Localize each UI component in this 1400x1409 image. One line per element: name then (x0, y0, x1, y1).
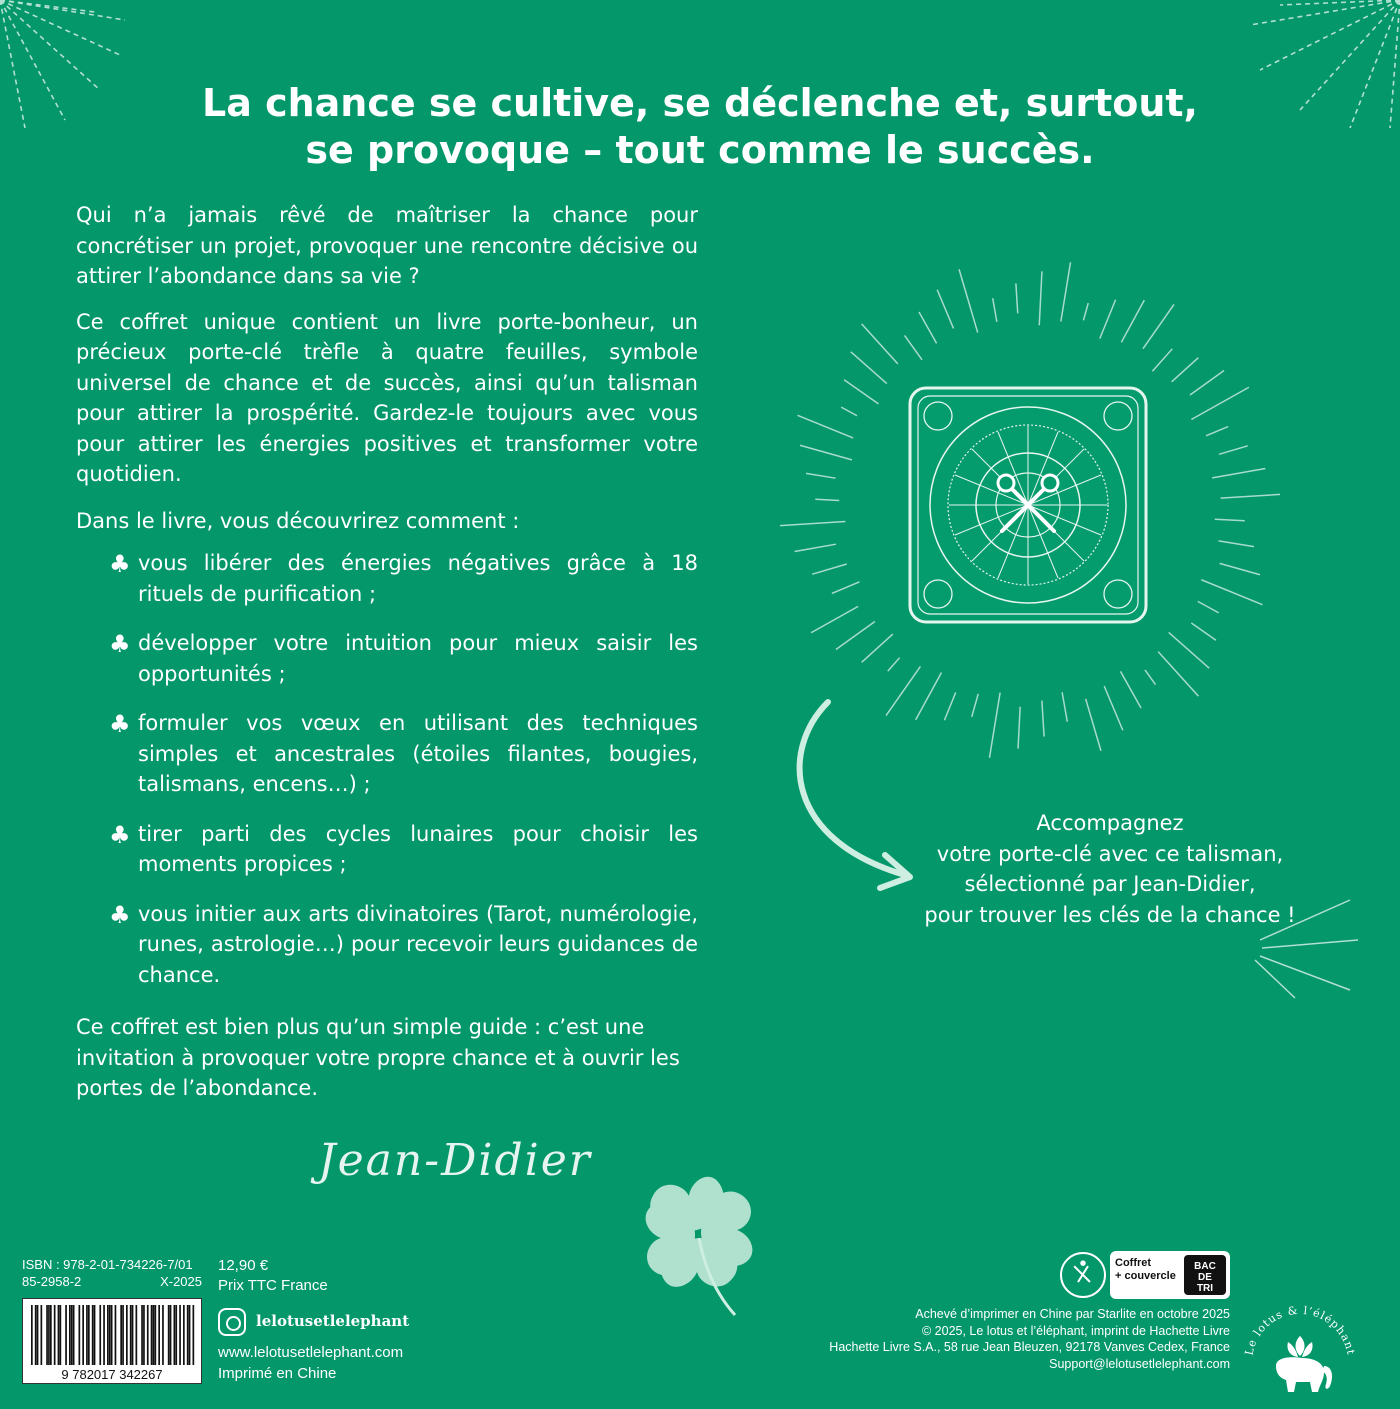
barcode-bar (103, 1305, 105, 1365)
barcode-bar (82, 1305, 84, 1365)
barcode-bar (35, 1305, 37, 1365)
ray-line (811, 606, 858, 632)
list-item (76, 548, 698, 609)
ray-line (851, 352, 887, 384)
intro-paragraph: Qui n’a jamais rêvé de maîtriser la chance pour concrétiser un projet, provoquer une rencontre décisive ou attirer l’abondance dans sa vie ? (76, 203, 698, 288)
barcode-bar (120, 1305, 122, 1365)
barcode-bar (79, 1305, 81, 1365)
ray-line (1191, 623, 1216, 640)
ray-line (1169, 632, 1209, 668)
ray-line (1172, 358, 1199, 382)
clover-icon: ♣ (109, 900, 131, 929)
ray-line (1220, 563, 1260, 574)
clover-icon: ♣ (109, 550, 131, 578)
tri-bin-label: DE (1198, 1272, 1212, 1283)
barcode-bar (170, 1305, 172, 1365)
website-block (218, 1342, 403, 1384)
list-item-text: formuler vos vœux en utilisant des techniques simples et ancestrales (étoiles filantes, bougies, talismans, encens…) ; (138, 711, 698, 796)
barcode-bar (86, 1305, 88, 1365)
tri-label-line: Coffret (1115, 1257, 1152, 1269)
price-note: Prix TTC France (218, 1277, 328, 1294)
ray-line (841, 407, 857, 416)
barcode-bar (54, 1305, 56, 1365)
triman-icon (1110, 1251, 1230, 1299)
benefits-list (76, 548, 698, 990)
ray-line (836, 621, 875, 649)
barcode-bar (46, 1305, 48, 1365)
ray-line (1039, 271, 1042, 325)
ray-line (1120, 671, 1141, 708)
list-item (76, 819, 698, 880)
ray-line (1145, 670, 1156, 685)
clover-icon: ♣ (109, 630, 131, 658)
ray-line (1121, 300, 1144, 342)
barcode-bar (158, 1305, 160, 1365)
barcode (22, 1298, 202, 1384)
imprint-block (760, 1306, 1230, 1372)
barcode-number: 9 782017 342267 (61, 1367, 163, 1382)
barcode-bar (189, 1305, 191, 1365)
author-signature: Jean-Didier (318, 1135, 592, 1186)
headline-line-1: La chance se cultive, se déclenche et, surtout, (202, 81, 1198, 125)
ray-line (993, 298, 997, 322)
ray-line (919, 312, 937, 343)
barcode-bar (126, 1305, 128, 1365)
barcode-bar (187, 1305, 189, 1365)
barcode-bar (151, 1305, 153, 1365)
ray-line (937, 290, 953, 329)
ray-line (1191, 387, 1249, 419)
coffret-paragraph: Ce coffret unique contient un livre porte-bonheur, un précieux porte-clé trèfle à quatre feuilles, symbole universel de chance et de succès, ainsi qu’un talisman pour attirer la prospérité. Gardez-le toujours avec vous pour attirer les énergies positives et transformer votre quotidien. (76, 309, 698, 486)
clover-icon: ♣ (109, 820, 131, 849)
closing-paragraph: Ce coffret est bien plus qu’un simple guide : c’est une invitation à provoquer votre propre chance et à ouvrir les portes de l’abondance. (76, 1015, 680, 1100)
barcode-bar (132, 1305, 134, 1365)
barcode-bar (174, 1305, 176, 1365)
caption-line: sélectionné par Jean-Didier, (964, 872, 1256, 896)
barcode-bar (50, 1305, 52, 1365)
barcode-bar (73, 1305, 75, 1365)
barcode-bar (155, 1305, 157, 1365)
barcode-bar (143, 1305, 145, 1365)
barcode-bar (136, 1305, 138, 1365)
ray-line (1086, 699, 1101, 751)
barcode-bar (48, 1305, 50, 1365)
ray-line (944, 692, 955, 720)
clover-illustration (625, 1160, 775, 1320)
website-link[interactable]: www.lelotusetlelephant.com (218, 1344, 404, 1361)
list-intro: Dans le livre, vous découvrirez comment : (76, 508, 520, 533)
ray-line (1042, 701, 1044, 737)
list-item (76, 628, 698, 689)
barcode-bar (175, 1305, 177, 1365)
description-text (76, 200, 698, 1104)
ray-line (815, 499, 839, 500)
support-email[interactable]: Support@lelotusetlelephant.com (1049, 1356, 1230, 1371)
barcode-bars (23, 1299, 201, 1383)
barcode-bar (141, 1305, 143, 1365)
ray-line (800, 445, 852, 460)
barcode-bar (92, 1305, 94, 1365)
ray-line (905, 335, 923, 359)
caption-line: pour trouver les clés de la chance ! (924, 902, 1296, 927)
barcode-bar (168, 1305, 170, 1365)
barcode-bar (69, 1305, 71, 1365)
imprint-line: Hachette Livre S.A., 58 rue Jean Bleuzen, 92178 Vanves Cedex, France (829, 1340, 1230, 1354)
barcode-bar (88, 1305, 90, 1365)
ray-line (1190, 371, 1224, 396)
list-item-text: vous initier aux arts divinatoires (Tarot, numérologie, runes, astrologie…) pour recevoir leurs guidances de chance. (138, 901, 698, 987)
imprint-line: © 2025, Le lotus et l’éléphant, imprint de Hachette Livre (921, 1323, 1230, 1338)
barcode-bar (193, 1305, 195, 1365)
ray-line (780, 521, 845, 525)
ray-line (1218, 541, 1254, 547)
ray-line (1143, 304, 1174, 348)
headline-line-2: se provoque – tout comme le succès. (305, 128, 1095, 172)
ray-line (1206, 427, 1228, 436)
ray-line (798, 415, 854, 438)
barcode-bar (111, 1305, 113, 1365)
ref-date: X-2025 (160, 1274, 202, 1289)
ray-line (1062, 692, 1067, 722)
barcode-bar (109, 1305, 111, 1365)
ref-code: 85-2958-2 (22, 1274, 82, 1289)
imprint-line: Achevé d’imprimer en Chine par Starlite en octobre 2025 (915, 1307, 1230, 1321)
ray-line (1221, 494, 1280, 498)
clover-icon: ♣ (109, 710, 131, 738)
isbn: ISBN : 978-2-01-734226-7/01 (22, 1257, 193, 1272)
barcode-bar (41, 1305, 43, 1365)
barcode-bar (147, 1305, 149, 1365)
barcode-bar (94, 1305, 96, 1365)
list-item (76, 899, 698, 991)
ray-line (844, 380, 878, 404)
ray-line (1016, 283, 1018, 313)
barcode-bar (153, 1305, 155, 1365)
ray-line (1219, 446, 1248, 454)
ray-line (862, 634, 893, 662)
list-item-text: tirer parti des cycles lunaires pour choisir les moments propices ; (138, 821, 698, 876)
ray-line (1215, 519, 1245, 520)
ray-line (1100, 300, 1116, 339)
barcode-bar (183, 1305, 185, 1365)
rays-top-right-decoration (1240, 0, 1400, 130)
ref-row (22, 1273, 202, 1290)
ray-line (806, 473, 836, 478)
caption-line: Accompagnez (1036, 811, 1184, 835)
barcode-bar (130, 1305, 132, 1365)
talisman-caption (880, 808, 1340, 930)
price-block (218, 1256, 328, 1296)
ray-line (989, 693, 1000, 758)
ray-line (1061, 262, 1071, 321)
barcode-bar (99, 1305, 101, 1365)
list-item-text: vous libérer des énergies négatives grâce à 18 rituels de purification ; (138, 551, 698, 606)
price: 12,90 € (218, 1257, 269, 1274)
ray-line (888, 658, 900, 671)
tri-label-line: + couvercle (1115, 1270, 1176, 1282)
recycle-icon (1060, 1252, 1106, 1298)
barcode-bar (71, 1305, 73, 1365)
barcode-bar (37, 1305, 39, 1365)
ray-line (1018, 707, 1020, 749)
talisman-image (908, 386, 1148, 624)
barcode-bar (122, 1305, 124, 1365)
barcode-bar (31, 1305, 33, 1365)
list-item-text: développer votre intuition pour mieux saisir les opportunités ; (138, 631, 698, 686)
ray-line (812, 564, 847, 574)
barcode-bar (162, 1305, 164, 1365)
instagram-handle[interactable]: lelotusetlelephant (256, 1312, 410, 1330)
ray-line (1083, 303, 1088, 320)
ray-line (862, 324, 898, 364)
tri-bin-label: TRI (1196, 1283, 1214, 1294)
list-item (76, 708, 698, 800)
tri-bin (1184, 1255, 1226, 1295)
barcode-bar (115, 1305, 117, 1365)
ray-line (832, 582, 860, 594)
ray-line (959, 269, 978, 332)
barcode-bar (179, 1305, 181, 1365)
logo-text: Le lotus & l’éléphant (1242, 1303, 1358, 1357)
caption-line: votre porte-clé avec ce talisman, (936, 841, 1284, 866)
barcode-bar (60, 1305, 62, 1365)
barcode-bar (65, 1305, 67, 1365)
ray-line (972, 694, 979, 717)
tri-bin-label: BAC (1194, 1261, 1216, 1272)
lotus-elephant-logo (1240, 1300, 1360, 1400)
barcode-bar (58, 1305, 60, 1365)
ray-line (1152, 349, 1172, 371)
headline (150, 80, 1250, 174)
ray-line (1212, 469, 1265, 478)
printed-in: Imprimé en Chine (218, 1365, 337, 1382)
ray-line (1104, 686, 1123, 730)
isbn-block (22, 1256, 202, 1290)
rays-top-left-decoration (0, 0, 130, 130)
barcode-bar (107, 1305, 109, 1365)
ray-line (795, 544, 836, 551)
ray-line (1198, 601, 1219, 612)
instagram-icon[interactable] (218, 1308, 246, 1336)
ray-line (1158, 652, 1198, 696)
ray-line (1201, 580, 1262, 605)
